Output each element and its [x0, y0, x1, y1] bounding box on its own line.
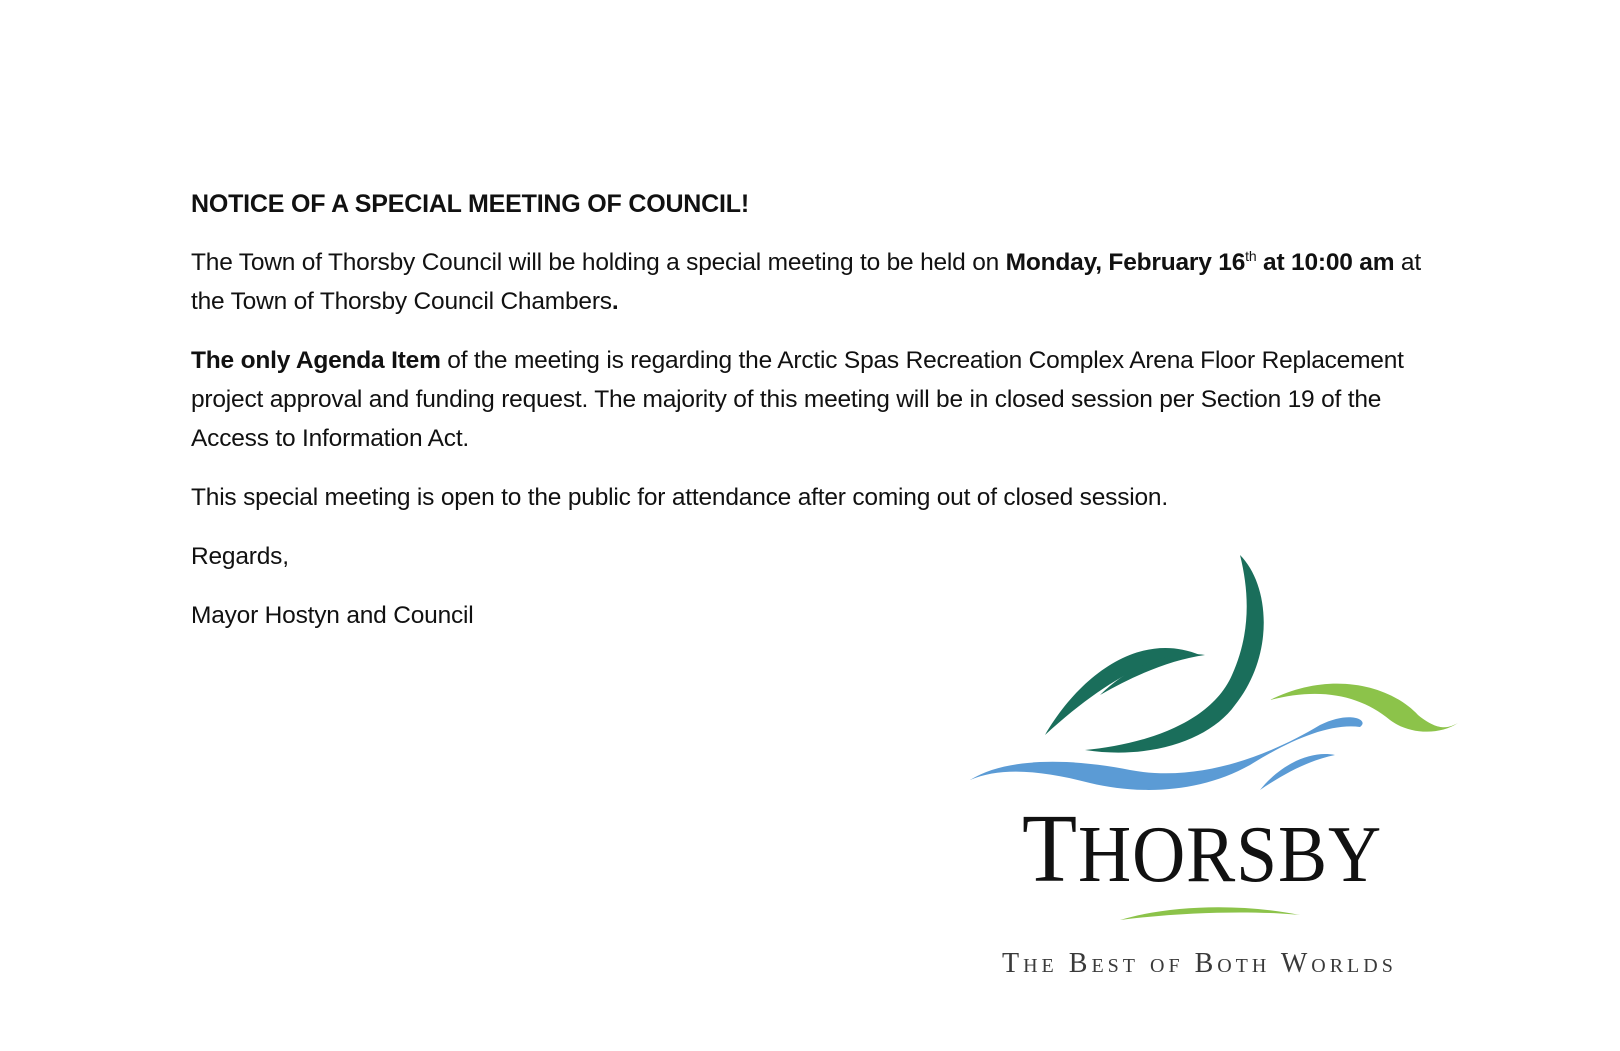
meeting-location-period: . [611, 288, 619, 315]
light-green-wave [1270, 684, 1458, 732]
meeting-date: Monday, February 16 [1005, 249, 1246, 276]
agenda-description: of the meeting is regarding the Arctic Spas Recreation Complex Arena Floor Replacement project approval and funding request. The majority of this meeting will be in closed session per Section 19 of the Access to Information Act. [191, 347, 1404, 452]
meeting-time: at 10:00 am [1256, 249, 1395, 276]
wordmark-rest: HORSBY [1078, 811, 1383, 899]
meeting-location-text: at the Town of Thorsby Council Chambers [191, 249, 1421, 315]
green-underline-wave [1120, 907, 1300, 920]
blue-wave [970, 717, 1363, 790]
wordmark-initial: T [1022, 795, 1079, 903]
public-attendance-paragraph: This special meeting is open to the public for attendance after coming out of closed session. [191, 484, 1168, 511]
agenda-paragraph [191, 341, 1451, 458]
logo-tagline: The Best of Both Worlds [1002, 948, 1397, 979]
logo-wordmark [1022, 795, 1383, 903]
regards-line: Regards, [191, 543, 289, 570]
meeting-details-paragraph [191, 243, 1451, 321]
blue-accent [1260, 754, 1335, 790]
thorsby-logo [970, 555, 1480, 985]
notice-title: NOTICE OF A SPECIAL MEETING OF COUNCIL! [191, 190, 749, 218]
meeting-intro-text: The Town of Thorsby Council will be holding a special meeting to be held on [191, 249, 1006, 276]
date-ordinal-suffix: th [1245, 248, 1257, 264]
agenda-item-label: The only Agenda Item [191, 347, 441, 374]
signature-line: Mayor Hostyn and Council [191, 602, 474, 629]
